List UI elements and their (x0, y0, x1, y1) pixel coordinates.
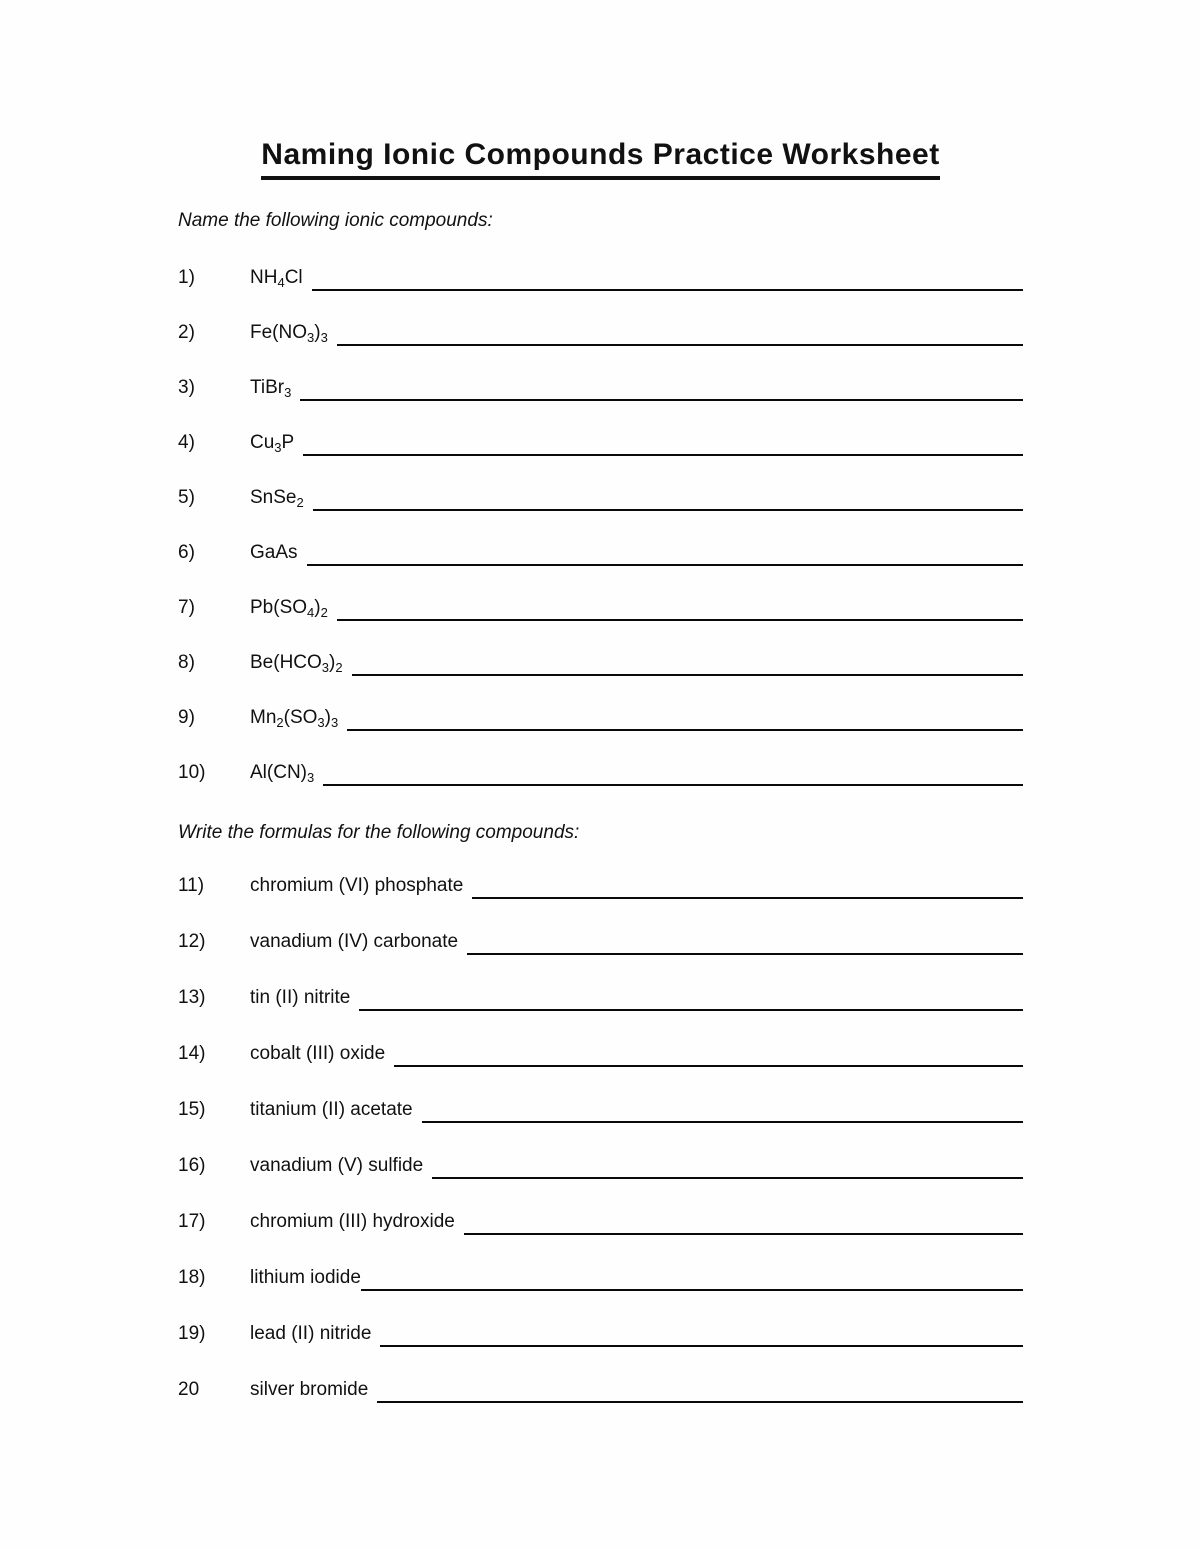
naming-question-list (178, 267, 1023, 786)
question-number: 19) (178, 1322, 206, 1344)
compound-formula: $Be(HCO_3)_2$ (250, 651, 343, 675)
question-number: 6) (178, 541, 195, 563)
formula-question-list (178, 875, 1023, 1403)
question-number: 3) (178, 376, 195, 398)
answer-blank-line (361, 1267, 1023, 1291)
compound-formula: $NH_4Cl$ (250, 266, 303, 290)
question-number: 2) (178, 321, 195, 343)
answer-blank-line (422, 1099, 1023, 1123)
compound-formula: $Fe(NO_3)_3$ (250, 321, 328, 345)
question-row (178, 267, 1023, 291)
title-wrap (178, 138, 1023, 180)
question-row (178, 875, 1023, 899)
answer-blank-line (394, 1043, 1023, 1067)
compound-name: vanadium (V) sulfide (250, 1154, 424, 1176)
question-number: 9) (178, 706, 195, 728)
answer-blank-line (467, 931, 1023, 955)
formula-section-instruction: Write the formulas for the following compounds: (178, 821, 580, 843)
formula-subscript: 3 (307, 329, 315, 345)
formula-subscript: 4 (277, 274, 285, 290)
answer-blank-line (313, 487, 1023, 511)
formula-subscript: 4 (307, 604, 315, 620)
question-number: 1) (178, 266, 195, 288)
answer-blank-line (312, 267, 1023, 291)
formula-subscript: 2 (276, 714, 284, 730)
question-number: 15) (178, 1098, 206, 1120)
compound-name: chromium (III) hydroxide (250, 1210, 455, 1232)
formula-subscript: 2 (296, 494, 304, 510)
question-row (178, 931, 1023, 955)
compound-formula: TiBr$_3$ (250, 376, 292, 400)
answer-blank-line (377, 1379, 1023, 1403)
question-number: 8) (178, 651, 195, 673)
compound-name: chromium (VI) phosphate (250, 874, 464, 896)
formula-subscript: 3 (284, 384, 292, 400)
formula-subscript: 2 (335, 659, 343, 675)
question-row (178, 1211, 1023, 1235)
question-number: 16) (178, 1154, 206, 1176)
question-row (178, 1267, 1023, 1291)
answer-blank-line (323, 762, 1023, 786)
answer-blank-line (307, 542, 1023, 566)
question-row (178, 322, 1023, 346)
compound-formula: $Pb(SO_4)_2$ (250, 596, 328, 620)
question-row (178, 1043, 1023, 1067)
question-number: 14) (178, 1042, 206, 1064)
question-row (178, 762, 1023, 786)
question-row (178, 707, 1023, 731)
answer-blank-line (464, 1211, 1023, 1235)
answer-blank-line (303, 432, 1023, 456)
answer-blank-line (300, 377, 1023, 401)
page-title: Naming Ionic Compounds Practice Worksheet (261, 138, 939, 180)
question-number: 13) (178, 986, 206, 1008)
question-number: 11) (178, 874, 205, 896)
compound-name: titanium (II) acetate (250, 1098, 413, 1120)
compound-formula: $Mn_2(SO_3)_3$ (250, 706, 339, 730)
question-row (178, 542, 1023, 566)
answer-blank-line (347, 707, 1023, 731)
compound-name: cobalt (III) oxide (250, 1042, 386, 1064)
compound-formula: $Al(CN)_3$ (250, 761, 315, 785)
compound-name: lithium iodide (250, 1266, 361, 1288)
question-number: 20 (178, 1378, 200, 1400)
compound-name: silver bromide (250, 1378, 369, 1400)
question-number: 17) (178, 1210, 206, 1232)
answer-blank-line (432, 1155, 1023, 1179)
question-number: 10) (178, 761, 206, 783)
question-row (178, 1099, 1023, 1123)
question-row (178, 1379, 1023, 1403)
compound-formula: SnSe$_2$ (250, 486, 304, 510)
formula-subscript: 3 (330, 714, 339, 730)
answer-blank-line (337, 322, 1023, 346)
question-number: 4) (178, 431, 195, 453)
answer-blank-line (352, 652, 1023, 676)
question-row (178, 487, 1023, 511)
question-row (178, 432, 1023, 456)
question-row (178, 1155, 1023, 1179)
answer-blank-line (380, 1323, 1023, 1347)
question-row (178, 1323, 1023, 1347)
question-row (178, 597, 1023, 621)
formula-subscript: 3 (307, 769, 315, 785)
question-row (178, 987, 1023, 1011)
formula-subscript: 3 (320, 329, 328, 345)
answer-blank-line (472, 875, 1023, 899)
question-number: 12) (178, 930, 206, 952)
compound-name: vanadium (IV) carbonate (250, 930, 459, 952)
compound-formula: GaAs (250, 541, 298, 563)
compound-name: tin (II) nitrite (250, 986, 351, 1008)
formula-subscript: 3 (321, 659, 330, 675)
formula-subscript: 3 (274, 439, 282, 455)
question-number: 18) (178, 1266, 206, 1288)
naming-section-instruction: Name the following ionic compounds: (178, 209, 493, 231)
question-number: 7) (178, 596, 195, 618)
formula-subscript: 2 (320, 604, 328, 620)
compound-name: lead (II) nitride (250, 1322, 372, 1344)
question-row (178, 377, 1023, 401)
compound-formula: $Cu_3P$ (250, 431, 295, 455)
question-number: 5) (178, 486, 195, 508)
answer-blank-line (359, 987, 1023, 1011)
question-row (178, 652, 1023, 676)
formula-subscript: 3 (317, 714, 325, 730)
answer-blank-line (337, 597, 1023, 621)
